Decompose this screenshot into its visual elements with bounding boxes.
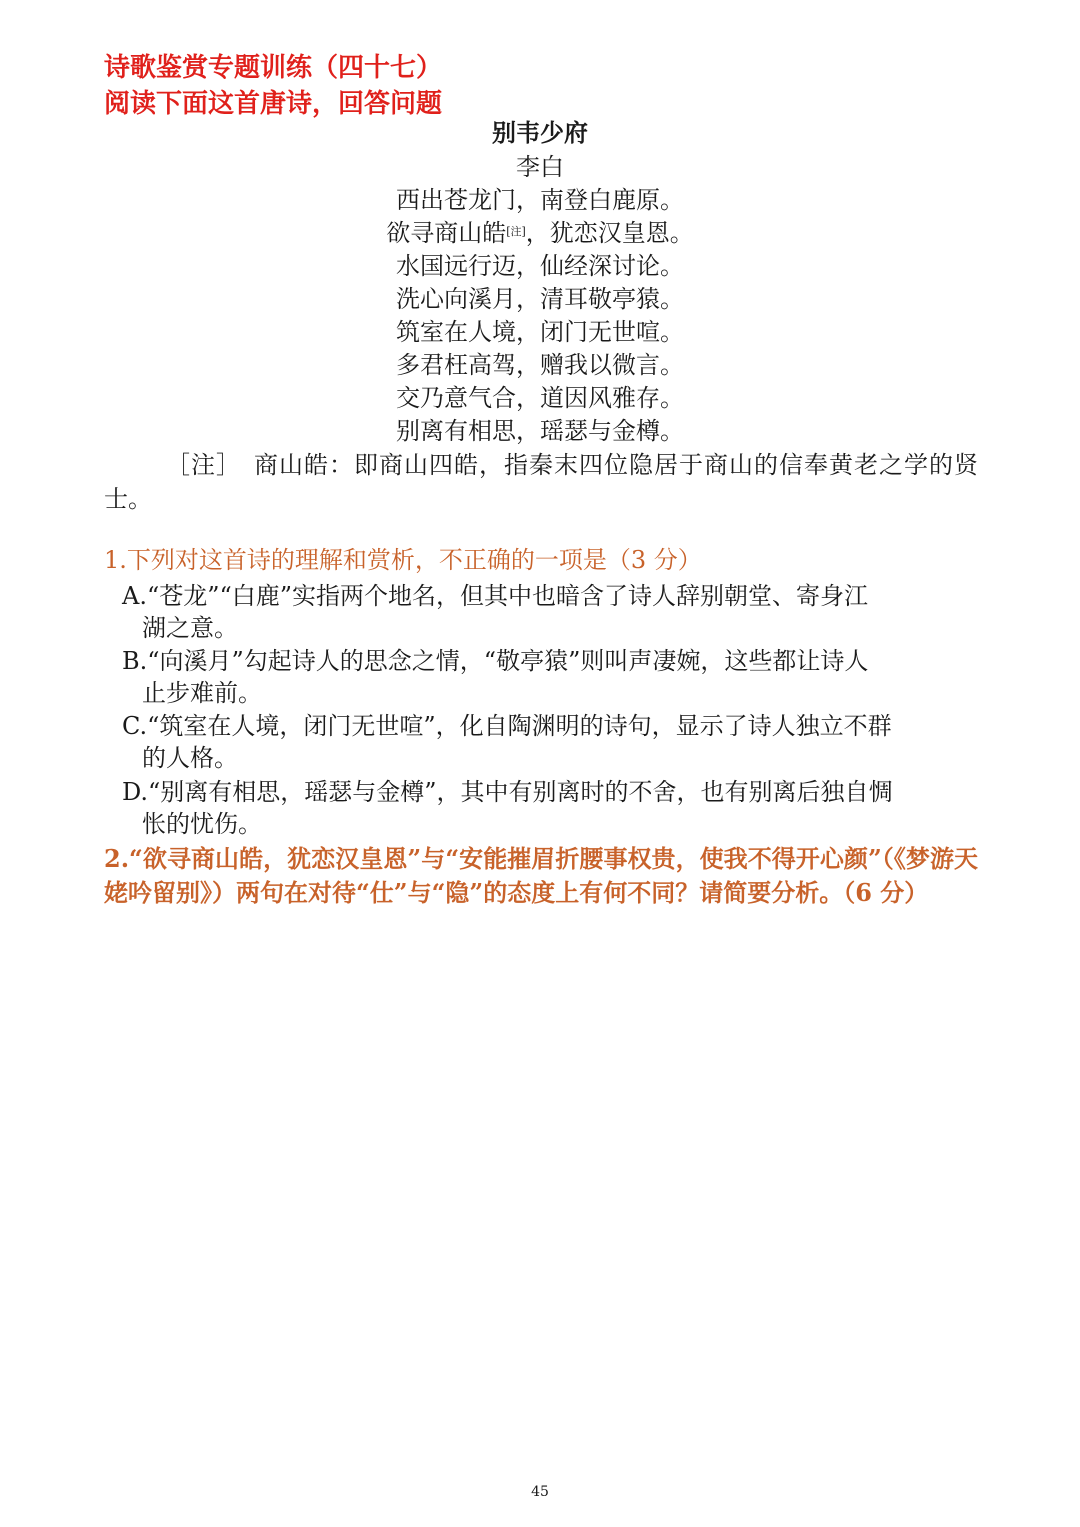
poem-line: 交乃意气合，道因风雅存。 [396, 384, 684, 412]
option-c [122, 710, 978, 774]
poem-line: 西出苍龙门，南登白鹿原。 [396, 186, 684, 214]
instruction-line: 阅读下面这首唐诗，回答问题 [104, 89, 443, 119]
poem-title: 别韦少府 [492, 118, 588, 147]
option-b [122, 645, 978, 709]
note-marker: [注] [506, 225, 526, 238]
question-1-stem: 1.下列对这首诗的理解和赏析，不正确的一项是（3 分） [104, 546, 702, 574]
option-text-cont: 怅的忧伤。 [142, 810, 262, 838]
option-text: A.“苍龙”“白鹿”实指两个地名，但其中也暗含了诗人辞别朝堂、寄身江 [122, 582, 869, 610]
worksheet-header [104, 50, 442, 122]
annotation: ［注］ 商山皓：即商山四皓，指秦末四位隐居于商山的信奉黄老之学的贤士。 [104, 451, 978, 513]
option-d [122, 776, 978, 840]
poem-line: 别离有相思，瑶瑟与金樽。 [396, 417, 684, 445]
poem-line: 筑室在人境，闭门无世喧。 [396, 318, 684, 346]
poem-line: 多君枉高驾，赠我以微言。 [396, 351, 684, 379]
poem-block [0, 116, 1080, 448]
option-text-cont: 止步难前。 [142, 679, 262, 707]
option-text: B.“向溪月”勾起诗人的思念之情，“敬亭猿”则叫声凄婉，这些都让诗人 [122, 647, 869, 675]
option-text-cont: 湖之意。 [142, 614, 238, 642]
question-2: 2.“欲寻商山皓，犹恋汉皇恩”与“安能摧眉折腰事权贵，使我不得开心颜”（《梦游天姥吟留别》）两句在对待“仕”与“隐”的态度上有何不同？请简要分析。（6 分） [104, 844, 978, 907]
option-text: C.“筑室在人境，闭门无世喧”，化自陶渊明的诗句，显示了诗人独立不群 [122, 712, 892, 740]
poem-line [0, 217, 1080, 250]
poem-author: 李白 [516, 153, 564, 181]
option-a [122, 580, 978, 644]
worksheet-title: 诗歌鉴赏专题训练（四十七） [104, 53, 443, 83]
poem-line-text: ，犹恋汉皇恩。 [525, 219, 694, 247]
option-text: D.“别离有相思，瑶瑟与金樽”，其中有别离时的不舍，也有别离后独自惆 [122, 778, 893, 806]
poem-line: 洗心向溪月，清耳敬亭猿。 [396, 285, 684, 313]
page-number: 45 [531, 1484, 549, 1500]
option-text-cont: 的人格。 [142, 744, 238, 772]
poem-line-text: 欲寻商山皓 [386, 219, 507, 247]
poem-line: 水国远行迈，仙经深讨论。 [396, 252, 684, 280]
